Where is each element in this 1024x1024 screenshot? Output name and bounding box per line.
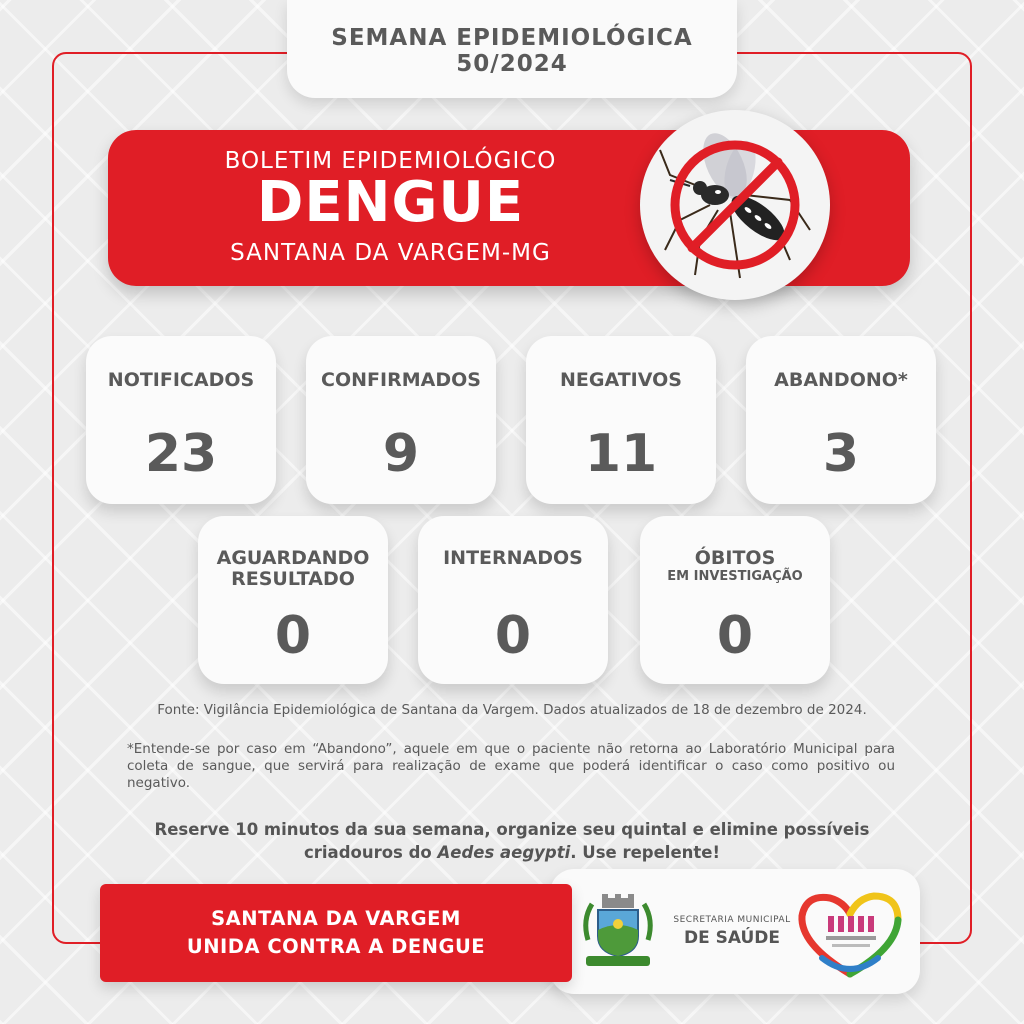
stat-label: CONFIRMADOS [321, 369, 481, 391]
cta-text: criadouros do [303, 843, 438, 862]
stat-label-line2: EM INVESTIGAÇÃO [667, 569, 803, 584]
stat-value: 23 [144, 424, 218, 484]
stat-value: 3 [822, 424, 860, 484]
slogan-line2: UNIDA CONTRA A DENGUE [186, 935, 486, 958]
stat-label [198, 548, 388, 590]
bulletin-label: BOLETIM EPIDEMIOLÓGICO [224, 148, 557, 174]
stat-label-line1: ÓBITOS [694, 547, 776, 569]
cta-line1: Reserve 10 minutos da sua semana, organize seu quintal e elimine possíveis [154, 820, 870, 839]
cta-line2 [100, 841, 924, 864]
no-mosquito-icon [640, 110, 830, 300]
data-source: Fonte: Vigilância Epidemiológica de Santana da Vargem. Dados atualizados de 18 de dezembro de 2024. [157, 702, 867, 718]
cta-text: . Use repelente! [570, 843, 720, 862]
stat-card-aguardando-resultado [198, 516, 388, 684]
municipal-coat-of-arms-icon [578, 890, 658, 972]
stat-card-confirmados [306, 336, 496, 504]
location-label: SANTANA DA VARGEM-MG [230, 240, 551, 266]
stat-label [640, 548, 830, 584]
stat-label-line2: RESULTADO [231, 568, 355, 590]
call-to-action [100, 818, 924, 864]
stat-value: 11 [584, 424, 658, 484]
stat-label: NEGATIVOS [560, 369, 682, 391]
week-title: SEMANA EPIDEMIOLÓGICA [331, 25, 693, 51]
stat-card-obitos [640, 516, 830, 684]
stat-label: NOTIFICADOS [107, 369, 255, 391]
species-name: Aedes aegypti [437, 843, 571, 862]
stat-value: 0 [716, 606, 754, 666]
stat-card-notificados [86, 336, 276, 504]
stat-value: 0 [494, 606, 532, 666]
week-header [287, 0, 737, 98]
stat-value: 0 [274, 606, 312, 666]
stat-value: 9 [382, 424, 420, 484]
slogan-box [100, 884, 572, 982]
stat-card-internados [418, 516, 608, 684]
abandono-note: *Entende-se por caso em “Abandono”, aquele em que o paciente não retorna ao Laboratório Municipal para coleta de sangue, que servirá para realização de exame que poderá identificar o caso como positivo ou negativo. [127, 741, 895, 791]
slogan-line1: SANTANA DA VARGEM [211, 907, 461, 930]
secretaria-label: SECRETARIA MUNICIPAL [673, 915, 791, 925]
stat-card-abandono [746, 336, 936, 504]
stat-card-negativos [526, 336, 716, 504]
stat-label-line1: AGUARDANDO [216, 547, 370, 569]
disease-title: DENGUE [256, 170, 525, 235]
week-number: 50/2024 [456, 51, 568, 77]
secretaria-name: DE SAÚDE [683, 928, 781, 948]
health-heart-logo-icon [792, 888, 908, 980]
stat-label: INTERNADOS [443, 547, 583, 569]
stat-label: ABANDONO* [774, 369, 908, 391]
